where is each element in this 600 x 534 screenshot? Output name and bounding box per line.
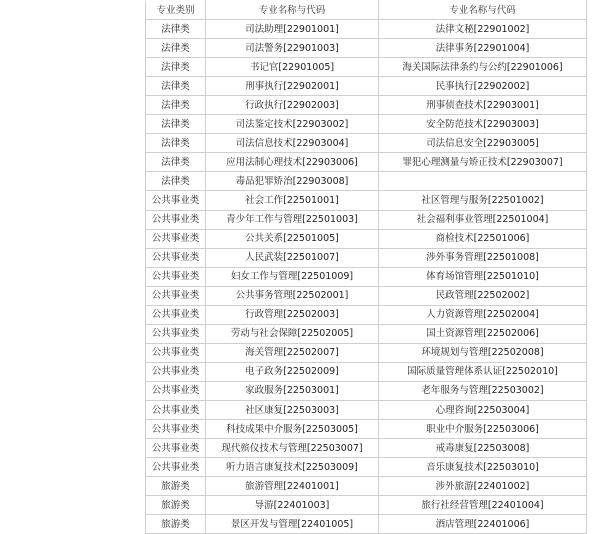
cell-category: 旅游类 xyxy=(146,496,206,515)
cell-category: 公共事业类 xyxy=(146,439,206,458)
table-row xyxy=(146,439,587,458)
cell-category: 公共事业类 xyxy=(146,400,206,419)
cell-major-left: 司法信息技术[22903004] xyxy=(206,134,379,153)
table-row xyxy=(146,496,587,515)
cell-major-left: 社区康复[22503003] xyxy=(206,400,379,419)
cell-major-left: 景区开发与管理[22401005] xyxy=(206,515,379,534)
table-row xyxy=(146,286,587,305)
cell-major-left: 导游[22401003] xyxy=(206,496,379,515)
cell-major-right: 民事执行[22902002] xyxy=(379,77,587,96)
table-row xyxy=(146,324,587,343)
cell-major-right: 老年服务与管理[22503002] xyxy=(379,381,587,400)
table-row xyxy=(146,20,587,39)
cell-category: 法律类 xyxy=(146,153,206,172)
cell-major-right: 戒毒康复[22503008] xyxy=(379,439,587,458)
table-row xyxy=(146,515,587,534)
cell-major-left: 旅游管理[22401001] xyxy=(206,477,379,496)
table-row xyxy=(146,267,587,286)
cell-major-left: 现代殡仪技术与管理[22503007] xyxy=(206,439,379,458)
table-row xyxy=(146,210,587,229)
cell-category: 公共事业类 xyxy=(146,286,206,305)
cell-major-right: 人力资源管理[22502004] xyxy=(379,305,587,324)
cell-category: 公共事业类 xyxy=(146,420,206,439)
cell-category: 公共事业类 xyxy=(146,210,206,229)
cell-category: 公共事业类 xyxy=(146,248,206,267)
cell-category: 公共事业类 xyxy=(146,458,206,477)
cell-major-right: 海关国际法律条约与公约[22901006] xyxy=(379,58,587,77)
cell-category: 法律类 xyxy=(146,77,206,96)
cell-major-left: 公共关系[22501005] xyxy=(206,229,379,248)
cell-major-right: 国际质量管理体系认证[22502010] xyxy=(379,362,587,381)
header-category: 专业类别 xyxy=(146,1,206,20)
cell-major-right xyxy=(379,172,587,191)
cell-category: 公共事业类 xyxy=(146,267,206,286)
cell-major-left: 书记官[22901005] xyxy=(206,58,379,77)
cell-major-right: 社会福利事业管理[22501004] xyxy=(379,210,587,229)
cell-major-right: 司法信息安全[22903005] xyxy=(379,134,587,153)
cell-major-left: 公共事务管理[22502001] xyxy=(206,286,379,305)
table-row xyxy=(146,134,587,153)
table-row xyxy=(146,191,587,210)
cell-major-right: 法律事务[22901004] xyxy=(379,39,587,58)
cell-category: 法律类 xyxy=(146,134,206,153)
cell-major-left: 海关管理[22502007] xyxy=(206,343,379,362)
cell-category: 法律类 xyxy=(146,172,206,191)
cell-major-right: 社区管理与服务[22501002] xyxy=(379,191,587,210)
cell-category: 公共事业类 xyxy=(146,305,206,324)
table-row xyxy=(146,229,587,248)
cell-category: 公共事业类 xyxy=(146,229,206,248)
major-catalog-table xyxy=(145,0,587,534)
cell-major-right: 酒店管理[22401006] xyxy=(379,515,587,534)
table-row xyxy=(146,343,587,362)
cell-major-left: 劳动与社会保障[22502005] xyxy=(206,324,379,343)
table-row xyxy=(146,400,587,419)
cell-category: 法律类 xyxy=(146,115,206,134)
cell-major-right: 涉外事务管理[22501008] xyxy=(379,248,587,267)
cell-major-left: 社会工作[22501001] xyxy=(206,191,379,210)
cell-major-left: 司法鉴定技术[22903002] xyxy=(206,115,379,134)
cell-major-right: 涉外旅游[22401002] xyxy=(379,477,587,496)
cell-category: 公共事业类 xyxy=(146,324,206,343)
table-row xyxy=(146,458,587,477)
header-major-name-code-2: 专业名称与代码 xyxy=(379,1,587,20)
cell-major-left: 司法助理[22901001] xyxy=(206,20,379,39)
cell-major-right: 罪犯心理测量与矫正技术[22903007] xyxy=(379,153,587,172)
cell-major-right: 环境规划与管理[22502008] xyxy=(379,343,587,362)
cell-major-left: 司法警务[22901003] xyxy=(206,39,379,58)
cell-major-right: 心理咨询[22503004] xyxy=(379,400,587,419)
table-body xyxy=(146,20,587,534)
table-row xyxy=(146,381,587,400)
cell-major-left: 应用法制心理技术[22903006] xyxy=(206,153,379,172)
table-row xyxy=(146,153,587,172)
cell-major-left: 行政执行[22902003] xyxy=(206,96,379,115)
cell-major-right: 职业中介服务[22503006] xyxy=(379,420,587,439)
table-row xyxy=(146,362,587,381)
cell-major-left: 行政管理[22502003] xyxy=(206,305,379,324)
table-row xyxy=(146,77,587,96)
cell-major-right: 国土资源管理[22502006] xyxy=(379,324,587,343)
cell-category: 法律类 xyxy=(146,39,206,58)
table-row xyxy=(146,477,587,496)
cell-category: 旅游类 xyxy=(146,477,206,496)
table-row xyxy=(146,96,587,115)
cell-category: 法律类 xyxy=(146,58,206,77)
cell-major-left: 妇女工作与管理[22501009] xyxy=(206,267,379,286)
cell-major-right: 安全防范技术[22903003] xyxy=(379,115,587,134)
header-major-name-code-1: 专业名称与代码 xyxy=(206,1,379,20)
cell-major-left: 家政服务[22503001] xyxy=(206,381,379,400)
cell-major-left: 毒品犯罪矫治[22903008] xyxy=(206,172,379,191)
cell-major-left: 听力语言康复技术[22503009] xyxy=(206,458,379,477)
cell-major-right: 商检技术[22501006] xyxy=(379,229,587,248)
table-row xyxy=(146,39,587,58)
cell-major-right: 体育场馆管理[22501010] xyxy=(379,267,587,286)
cell-major-right: 音乐康复技术[22503010] xyxy=(379,458,587,477)
cell-major-right: 刑事侦查技术[22903001] xyxy=(379,96,587,115)
table-row xyxy=(146,420,587,439)
cell-category: 法律类 xyxy=(146,20,206,39)
table-row xyxy=(146,248,587,267)
cell-major-left: 科技成果中介服务[22503005] xyxy=(206,420,379,439)
cell-major-left: 青少年工作与管理[22501003] xyxy=(206,210,379,229)
cell-major-left: 人民武装[22501007] xyxy=(206,248,379,267)
cell-category: 公共事业类 xyxy=(146,381,206,400)
cell-major-right: 旅行社经营管理[22401004] xyxy=(379,496,587,515)
cell-category: 公共事业类 xyxy=(146,362,206,381)
table-row xyxy=(146,305,587,324)
table-row xyxy=(146,115,587,134)
cell-major-right: 法律文秘[22901002] xyxy=(379,20,587,39)
header-row xyxy=(146,1,587,20)
cell-major-left: 刑事执行[22902001] xyxy=(206,77,379,96)
cell-major-right: 民政管理[22502002] xyxy=(379,286,587,305)
table-row xyxy=(146,172,587,191)
cell-category: 公共事业类 xyxy=(146,191,206,210)
cell-category: 公共事业类 xyxy=(146,343,206,362)
table-row xyxy=(146,58,587,77)
cell-major-left: 电子政务[22502009] xyxy=(206,362,379,381)
cell-category: 法律类 xyxy=(146,96,206,115)
table-header xyxy=(146,1,587,20)
cell-category: 旅游类 xyxy=(146,515,206,534)
